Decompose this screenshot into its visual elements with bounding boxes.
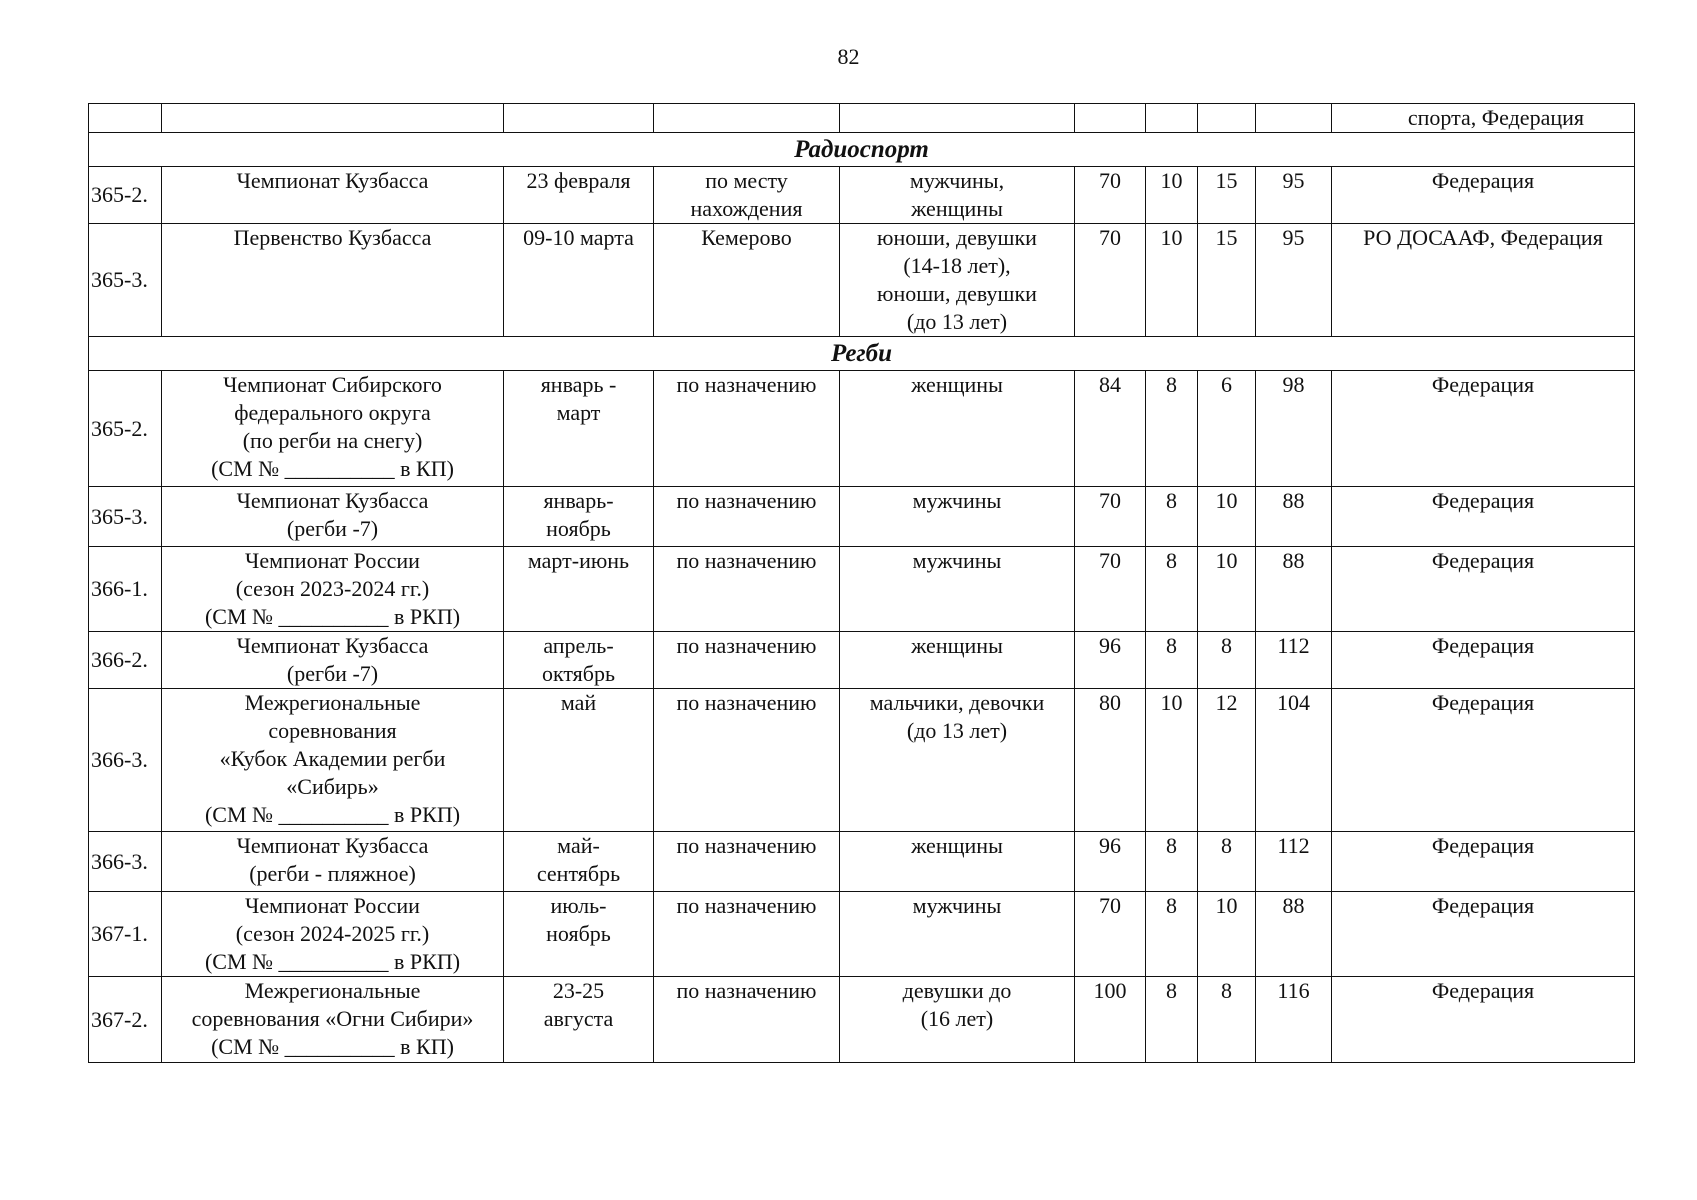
organizer-cell: Федерация: [1332, 832, 1635, 892]
organizer-cell: Федерация: [1332, 689, 1635, 832]
continuation-row: [89, 104, 1635, 133]
event-line: (СМ № __________ в РКП): [204, 604, 461, 629]
place-line: Кемерово: [701, 225, 792, 250]
event-line: (регби -7): [286, 661, 379, 686]
event-line: соревнования: [268, 718, 397, 743]
event-line: Чемпионат Кузбасса: [236, 168, 429, 193]
count-3-cell: 8: [1198, 832, 1256, 892]
count-2-cell: 8: [1146, 977, 1198, 1063]
date-cell: [504, 892, 654, 977]
event-line: (СМ № __________ в РКП): [204, 949, 461, 974]
participants-cell: [840, 892, 1075, 977]
count-2-cell: 10: [1146, 689, 1198, 832]
organizer-cell: спорта, Федерация: [1332, 104, 1635, 133]
date-cell: [504, 167, 654, 224]
count-1-cell: 70: [1075, 892, 1146, 977]
organizer-cell: Федерация: [1332, 547, 1635, 632]
participants-cell: [840, 547, 1075, 632]
organizer-cell: Федерация: [1332, 977, 1635, 1063]
event-line: (регби - пляжное): [249, 861, 416, 886]
date-line: апрель-: [543, 633, 614, 658]
participants-cell: [840, 104, 1075, 133]
table-row: [89, 547, 1635, 632]
total-cell: [1256, 104, 1332, 133]
participants-cell: [840, 832, 1075, 892]
num-cell: 366-3.: [89, 689, 162, 832]
event-line: Чемпионат Кузбасса: [236, 833, 429, 858]
count-3-cell: 10: [1198, 892, 1256, 977]
table-row: [89, 632, 1635, 689]
total-cell: 98: [1256, 371, 1332, 487]
date-cell: [504, 689, 654, 832]
total-cell: 95: [1256, 167, 1332, 224]
participants-line: юноши, девушки: [877, 225, 1037, 250]
num-cell: 366-2.: [89, 632, 162, 689]
count-1-cell: 96: [1075, 832, 1146, 892]
table-row: [89, 689, 1635, 832]
date-cell: [504, 104, 654, 133]
count-1-cell: 70: [1075, 487, 1146, 547]
count-2-cell: 10: [1146, 167, 1198, 224]
num-cell: 365-3.: [89, 224, 162, 337]
place-line: по назначению: [676, 633, 817, 658]
participants-cell: [840, 167, 1075, 224]
event-line: (сезон 2023-2024 гг.): [235, 576, 430, 601]
date-line: март-июнь: [527, 548, 630, 573]
event-line: Чемпионат России: [245, 893, 420, 918]
date-line: 09-10 марта: [523, 225, 634, 250]
count-3-cell: 12: [1198, 689, 1256, 832]
place-cell: [654, 547, 840, 632]
place-cell: [654, 689, 840, 832]
event-line: (СМ № __________ в КП): [211, 456, 454, 481]
date-line: 23-25: [552, 978, 605, 1003]
date-line: май-: [557, 833, 600, 858]
num-cell: 367-1.: [89, 892, 162, 977]
count-2-cell: 8: [1146, 487, 1198, 547]
count-2-cell: 8: [1146, 632, 1198, 689]
place-line: по назначению: [676, 893, 817, 918]
table-row: [89, 371, 1635, 487]
date-line: октябрь: [541, 661, 616, 686]
participants-line: мужчины: [912, 548, 1002, 573]
participants-cell: [840, 632, 1075, 689]
participants-cell: [840, 977, 1075, 1063]
participants-line: (14-18 лет),: [903, 253, 1011, 278]
event-line: «Кубок Академии регби: [219, 746, 446, 771]
participants-line: женщины: [911, 633, 1003, 658]
count-3-cell: 6: [1198, 371, 1256, 487]
participants-line: девушки до: [902, 978, 1012, 1003]
place-cell: [654, 104, 840, 133]
page-number: 82: [837, 44, 860, 69]
date-cell: [504, 632, 654, 689]
date-cell: [504, 371, 654, 487]
organizer-cell: Федерация: [1332, 167, 1635, 224]
event-line: (СМ № __________ в РКП): [204, 802, 461, 827]
participants-cell: [840, 487, 1075, 547]
event-cell: [162, 547, 504, 632]
num-cell: 365-2.: [89, 167, 162, 224]
event-cell: [162, 224, 504, 337]
total-cell: 88: [1256, 547, 1332, 632]
place-cell: [654, 371, 840, 487]
section-title: Радиоспорт: [89, 133, 1635, 167]
count-1-cell: 80: [1075, 689, 1146, 832]
event-line: Чемпионат Сибирского: [223, 372, 442, 397]
participants-line: мальчики, девочки: [869, 690, 1045, 715]
count-2-cell: 8: [1146, 371, 1198, 487]
event-cell: [162, 892, 504, 977]
event-line: (по регби на снегу): [242, 428, 423, 453]
event-cell: [162, 832, 504, 892]
date-line: августа: [543, 1006, 614, 1031]
table-row: [89, 977, 1635, 1063]
table-row: [89, 167, 1635, 224]
event-cell: [162, 977, 504, 1063]
total-cell: 88: [1256, 892, 1332, 977]
table-row: [89, 224, 1635, 337]
place-line: по назначению: [676, 488, 817, 513]
total-cell: 112: [1256, 632, 1332, 689]
participants-cell: [840, 224, 1075, 337]
table-row: [89, 892, 1635, 977]
event-cell: [162, 487, 504, 547]
count-1-cell: 100: [1075, 977, 1146, 1063]
table-row: [89, 487, 1635, 547]
place-line: по назначению: [676, 690, 817, 715]
organizer-cell: РО ДОСААФ, Федерация: [1332, 224, 1635, 337]
total-cell: 112: [1256, 832, 1332, 892]
place-line: нахождения: [690, 196, 803, 221]
place-line: по назначению: [676, 372, 817, 397]
event-line: федерального округа: [234, 400, 431, 425]
count-2-cell: 8: [1146, 832, 1198, 892]
count-3-cell: 10: [1198, 547, 1256, 632]
event-line: Межрегиональные: [244, 690, 421, 715]
event-cell: [162, 371, 504, 487]
place-cell: [654, 977, 840, 1063]
participants-line: юноши, девушки: [877, 281, 1037, 306]
date-cell: [504, 547, 654, 632]
num-cell: [89, 104, 162, 133]
participants-line: женщины: [911, 833, 1003, 858]
place-cell: [654, 632, 840, 689]
participants-line: мужчины: [912, 488, 1002, 513]
count-2-cell: 8: [1146, 547, 1198, 632]
date-cell: [504, 832, 654, 892]
section-title: Регби: [89, 337, 1635, 371]
total-cell: 88: [1256, 487, 1332, 547]
count-2-cell: 10: [1146, 224, 1198, 337]
total-cell: 116: [1256, 977, 1332, 1063]
event-cell: [162, 632, 504, 689]
place-line: по назначению: [676, 978, 817, 1003]
count-1-cell: 70: [1075, 547, 1146, 632]
count-2-cell: [1146, 104, 1198, 133]
date-line: май: [560, 690, 597, 715]
date-cell: [504, 487, 654, 547]
total-cell: 95: [1256, 224, 1332, 337]
place-cell: [654, 832, 840, 892]
participants-line: женщины: [911, 372, 1003, 397]
place-cell: [654, 167, 840, 224]
event-line: Чемпионат Кузбасса: [236, 633, 429, 658]
num-cell: 365-3.: [89, 487, 162, 547]
event-line: (регби -7): [286, 516, 379, 541]
participants-line: женщины: [911, 196, 1003, 221]
event-line: соревнования «Огни Сибири»: [191, 1006, 474, 1031]
date-line: сентябрь: [536, 861, 621, 886]
count-3-cell: 15: [1198, 224, 1256, 337]
count-1-cell: 70: [1075, 224, 1146, 337]
date-cell: [504, 977, 654, 1063]
participants-line: (16 лет): [920, 1006, 994, 1031]
event-cell: [162, 167, 504, 224]
count-3-cell: [1198, 104, 1256, 133]
date-line: март: [556, 400, 601, 425]
participants-cell: [840, 371, 1075, 487]
date-line: июль-: [550, 893, 607, 918]
num-cell: 367-2.: [89, 977, 162, 1063]
section-row: [89, 337, 1635, 371]
place-cell: [654, 487, 840, 547]
event-line: (сезон 2024-2025 гг.): [235, 921, 430, 946]
date-line: январь-: [543, 488, 614, 513]
date-line: 23 февраля: [526, 168, 631, 193]
event-line: Первенство Кузбасса: [233, 225, 432, 250]
participants-line: мужчины,: [909, 168, 1005, 193]
event-line: «Сибирь»: [286, 774, 379, 799]
event-line: (СМ № __________ в КП): [211, 1034, 454, 1059]
participants-line: (до 13 лет): [906, 718, 1008, 743]
count-1-cell: [1075, 104, 1146, 133]
place-cell: [654, 892, 840, 977]
count-1-cell: 70: [1075, 167, 1146, 224]
date-cell: [504, 224, 654, 337]
num-cell: 365-2.: [89, 371, 162, 487]
count-1-cell: 96: [1075, 632, 1146, 689]
events-table: [88, 103, 1635, 1063]
date-line: январь -: [540, 372, 617, 397]
organizer-cell: Федерация: [1332, 892, 1635, 977]
event-line: Чемпионат Кузбасса: [236, 488, 429, 513]
total-cell: 104: [1256, 689, 1332, 832]
place-line: по месту: [705, 168, 788, 193]
place-line: по назначению: [676, 548, 817, 573]
event-line: Межрегиональные: [244, 978, 421, 1003]
num-cell: 366-1.: [89, 547, 162, 632]
date-line: ноябрь: [546, 516, 611, 541]
count-1-cell: 84: [1075, 371, 1146, 487]
event-cell: [162, 689, 504, 832]
count-3-cell: 8: [1198, 632, 1256, 689]
event-cell: [162, 104, 504, 133]
place-cell: [654, 224, 840, 337]
table-row: [89, 832, 1635, 892]
participants-line: (до 13 лет): [906, 309, 1008, 334]
count-3-cell: 10: [1198, 487, 1256, 547]
count-3-cell: 8: [1198, 977, 1256, 1063]
count-3-cell: 15: [1198, 167, 1256, 224]
participants-cell: [840, 689, 1075, 832]
organizer-cell: Федерация: [1332, 371, 1635, 487]
section-row: [89, 133, 1635, 167]
date-line: ноябрь: [546, 921, 611, 946]
num-cell: 366-3.: [89, 832, 162, 892]
participants-line: мужчины: [912, 893, 1002, 918]
count-2-cell: 8: [1146, 892, 1198, 977]
event-line: Чемпионат России: [245, 548, 420, 573]
organizer-cell: Федерация: [1332, 632, 1635, 689]
place-line: по назначению: [676, 833, 817, 858]
organizer-cell: Федерация: [1332, 487, 1635, 547]
